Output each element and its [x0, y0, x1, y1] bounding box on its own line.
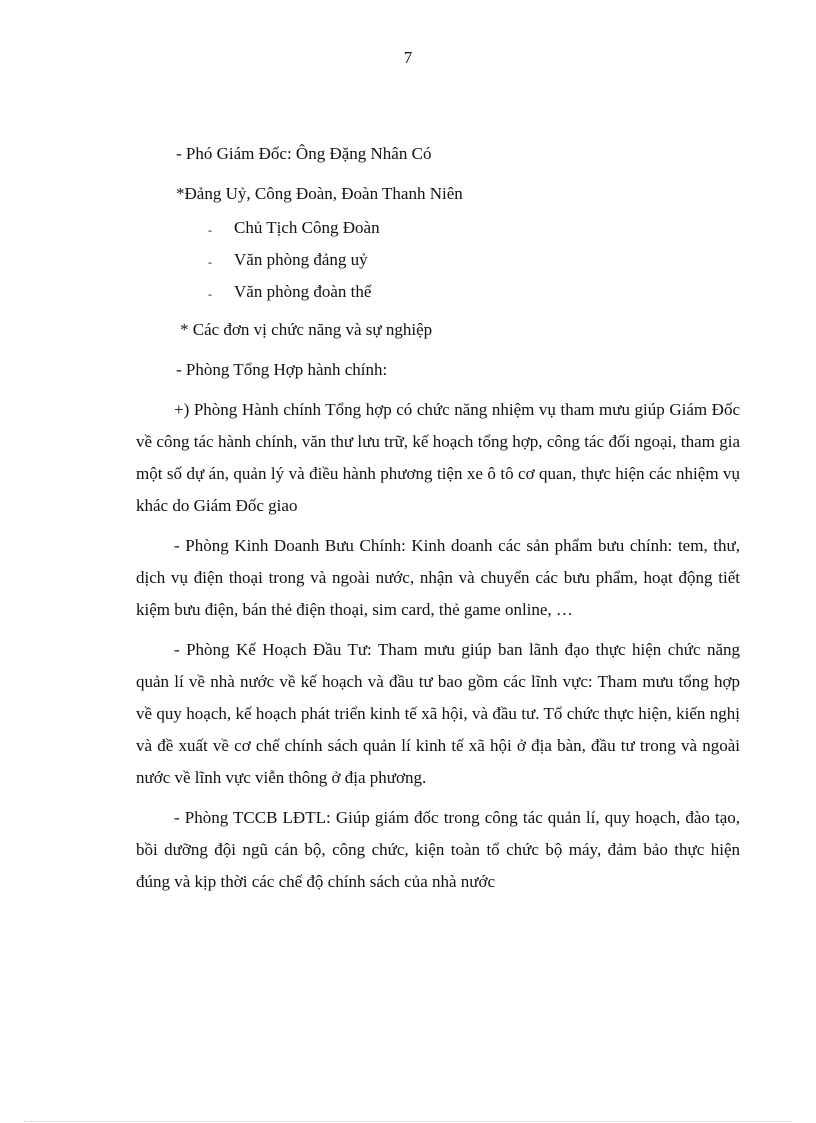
list-item	[136, 276, 740, 308]
document-body	[136, 138, 740, 906]
bullet-list	[136, 212, 740, 308]
list-item-text: Văn phòng đảng uỷ	[234, 250, 368, 269]
deputy-director-line: - Phó Giám Đốc: Ông Đặng Nhân Có	[176, 144, 432, 163]
paragraph-postal-business: - Phòng Kinh Doanh Bưu Chính: Kinh doanh các sản phẩm bưu chính: tem, thư, dịch vụ điện thoại trong và ngoài nước, nhận và chuyển các bưu phẩm, hoạt động tiết kiệm bưu điện, bán thẻ điện thoại, sim card, thẻ game online, …	[136, 536, 740, 619]
page-bottom-divider	[24, 1121, 792, 1122]
paragraph-admin-dept: +) Phòng Hành chính Tổng hợp có chức năng nhiệm vụ tham mưu giúp Giám Đốc về công tác hành chính, văn thư lưu trữ, kế hoạch tổng hợp, công tác đối ngoại, tham gia một số dự án, quản lý và điều hành phương tiện xe ô tô cơ quan, thực hiện các nhiệm vụ khác do Giám Đốc giao	[136, 400, 740, 515]
paragraph-planning-investment: - Phòng Kế Hoạch Đầu Tư: Tham mưu giúp ban lãnh đạo thực hiện chức năng quản lí về nhà nước về kế hoạch và đầu tư bao gồm các lĩnh vực: Tham mưu tổng hợp về quy hoạch, kế hoạch phát triển kinh tế xã hội, và đầu tư. Tổ chức thực hiện, kiến nghị và đề xuất về cơ chế chính sách quản lí kinh tế xã hội ở địa bàn, đầu tư trong và ngoài nước về lĩnh vực viễn thông ở địa phương.	[136, 640, 740, 787]
page-number: 7	[403, 48, 413, 67]
admin-dept-heading: - Phòng Tổng Hợp hành chính:	[176, 360, 388, 379]
bullet-dash: -	[208, 255, 212, 269]
bullet-dash: -	[208, 223, 212, 237]
list-item	[136, 212, 740, 244]
paragraph-personnel-dept: - Phòng TCCB LĐTL: Giúp giám đốc trong công tác quản lí, quy hoạch, đào tạo, bồi dưỡng đội ngũ cán bộ, công chức, kiện toàn tổ chức bộ máy, đảm bảo thực hiện đúng và kịp thời các chế độ chính sách của nhà nước	[136, 808, 740, 891]
list-item	[136, 244, 740, 276]
units-heading: * Các đơn vị chức năng và sự nghiệp	[180, 320, 433, 339]
list-item-text: Văn phòng đoàn thể	[234, 282, 372, 301]
bullet-dash: -	[208, 287, 212, 301]
list-item-text: Chủ Tịch Công Đoàn	[234, 218, 380, 237]
party-union-heading: *Đảng Uỷ, Công Đoàn, Đoàn Thanh Niên	[176, 184, 463, 203]
